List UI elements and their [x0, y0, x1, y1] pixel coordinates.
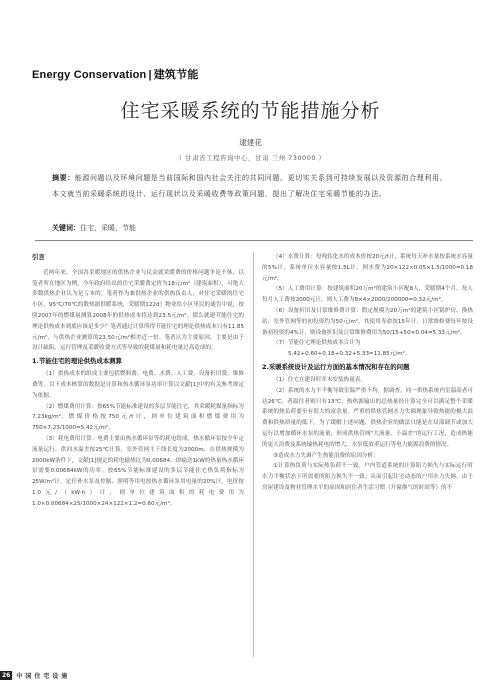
- section-2-paragraph-2: （2）系统的水力不平衡导致室温严重不均。据调查，同一供热系统内室温高者可达26℃，者温往者则只有13℃。热热源输出的总热量经计算完全可以满足整个采暖系统的热负荷要至有很大的富余量。严重的供热管网水力失调现象导致热能的极大浪费和供热质量的低下。为了缓解上述问题，供热企业的做法只能是在局部调节或加大运行以增加循环水泵的流量，形成供热管网"大流量、小温差"的运行工况，造成热能的更大浪费及系统输热耗电的增大，水泵低效率运行等电力能源浪费的情况。: [262, 387, 473, 448]
- keywords-text: 住宅，采暖，节能: [80, 224, 136, 232]
- total-cost-formula: 5.42+0.60+0.18+0.32+5.33=11.85元/m²。: [288, 351, 411, 358]
- section-2-paragraph-3: ③造成水力失调产生热能浪费的原因分析：: [273, 452, 379, 459]
- total-cost-paragraph: （7）节能住宅理论供热成本合计为: [273, 340, 361, 347]
- column-divider: [253, 252, 254, 657]
- intro-heading: 引言: [32, 253, 45, 261]
- intro-paragraph: 近两年来，全国各采暖地区的供热企业与民众就采暖费的价格问题争论不休，以笔者所在地区为例，今年政府给出的住宅采暖费定价为18元/m²（建筑面积），可绝大多数供热企业认为是亏本的。笔者作为兼供热企业的供热负责人，对住宅采暖的住宅小区，95℃/70℃的散热器供暖系统，采暖期122d）物业给小区里民的通告中说，按照2007年的燃煤量测算2008年的供热成本将达到23.5元/m²。那么就建节能住宅的理论供热成本到底应该是多少？笔者通过计算所得节能住宅的理论供热成本只有11.85元/m²，与供热企业测算的23.50元/m²相差近一倍。笔者认为主要原因，主要是由于设计缺陷、运行管理及采暖收费方式等导致的耗煤量和耗电量过高造成的。: [32, 269, 244, 352]
- abstract-divider: [35, 240, 473, 241]
- abstract: [52, 171, 452, 202]
- abstract-label: 摘要：: [52, 174, 75, 182]
- page-number: 26: [2, 671, 11, 679]
- keywords: [52, 223, 136, 233]
- right-column: [262, 252, 473, 494]
- section-2-paragraph-1: （1）住宅在建设时并未安装热量表。: [273, 376, 367, 383]
- section-2-paragraph-4: ①计算热负荷与实际热负荷不一致。户内管道系统的计算阻力损失与实际运行时水力平衡状态下所需要的阻力损失不一致。从而引起住宅动态的户用水力失调。由于房屋建设及物业管理水平的原因和居住者生活习惯（开窗换气的时间等）的不: [262, 463, 473, 491]
- labor-cost-paragraph: （5）人工费用计算：按建筑面积20万m²的建筑小区配8人，采暖期4个月，每人每月人工费按2000元计，则人工费为8×4×2000/200000=0.32元/m²。: [262, 286, 473, 304]
- header-english: Energy Conservation: [32, 69, 147, 81]
- water-cost-paragraph: （4）水费计算：每吨软化水的成本价按20元/t计，系统每天补水量按系统水容量的5%计，系统单位水容量按1.5L计，则水费为20×122×0.05×1.5/1000=0.18元/m²。: [262, 254, 473, 282]
- section-1-paragraph-2: （2）燃煤费用计算：按65%节能标准建设的多层节能住宅，其采暖耗煤量指标为7.23kg/m²；燃煤价格按750元/t计，则单位建筑面积燃煤费用为750×7.23/1000=5.42元/m²。: [32, 403, 244, 432]
- keywords-label: 关键词：: [52, 224, 80, 232]
- magazine-name: 中国住宅设施: [16, 672, 71, 680]
- section-2-heading: 2.采暖系统设计及运行方面的基本情况和存在的问题: [262, 362, 410, 371]
- section-1-heading: 1.节能住宅的理论供热成本测算: [32, 357, 122, 366]
- left-column: [32, 252, 244, 510]
- header-chinese: 建筑节能: [153, 69, 199, 81]
- author-name: 逮建花: [239, 138, 262, 147]
- abstract-text: 能源问题以及环境问题是当前国际和国内社会关注的共同问题。更切实关系到可持续发展以及资源的合理利用。本文就当前采暖系统的设计、运行现状以及采暖收费等政策问题，提出了解决住宅采暖节能的办法。: [52, 174, 448, 198]
- header-separator: |: [148, 69, 152, 81]
- author-affiliation: （ 甘肃省工程咨询中心，甘肃 兰州 730000 ）: [175, 154, 326, 162]
- journal-section-header: [32, 66, 199, 82]
- section-1-paragraph-1: （1）供热成本的组成主要包括燃料费、电费、水费、人工费、设备折旧费、维修费等。以下成本核算的数据是计算和热水循环泵功率计算以文献[1]中的有关参考规定为依据。: [32, 371, 244, 399]
- article-title: 住宅采暖系统的节能措施分析: [120, 100, 381, 122]
- page-footer: [0, 669, 70, 681]
- depreciation-paragraph: （6）设备折旧及日常维修费计算：假定规模为20万m²的建筑小区锅炉房、换热站、室外管网等的初投资约为50元/m²，其使用寿命按15年计，日常维修费每年按设备初投资的4%计，则设备折旧及日常维修费用为50/15+50×0.04=5.33元/m²。: [262, 307, 473, 336]
- section-1-paragraph-3: （3）耗电费用计算：电费主要由热水循环泵等的耗电组成，热水循环泵按全年定流量运行，供回水温差按25℃计算，室外管网主干线长度为2000m，在供热规模为2000kW条件下，文献[1]规定的耗电输热比为0.00684，即输送1kW的热量热水循环泵需要0.00684kW的功率。按65%节能标准建设的多层节能住宅热负荷指标为25W/m²计，定任补水泵及控制、照明等用电按热水循环泵用电量的20%计，电价按1.0元/（kW·h）计，则单位建筑面积的耗电费用为1.0×0.00684×25/1000×24×122×1.2=0.60元/m²。: [32, 435, 244, 507]
